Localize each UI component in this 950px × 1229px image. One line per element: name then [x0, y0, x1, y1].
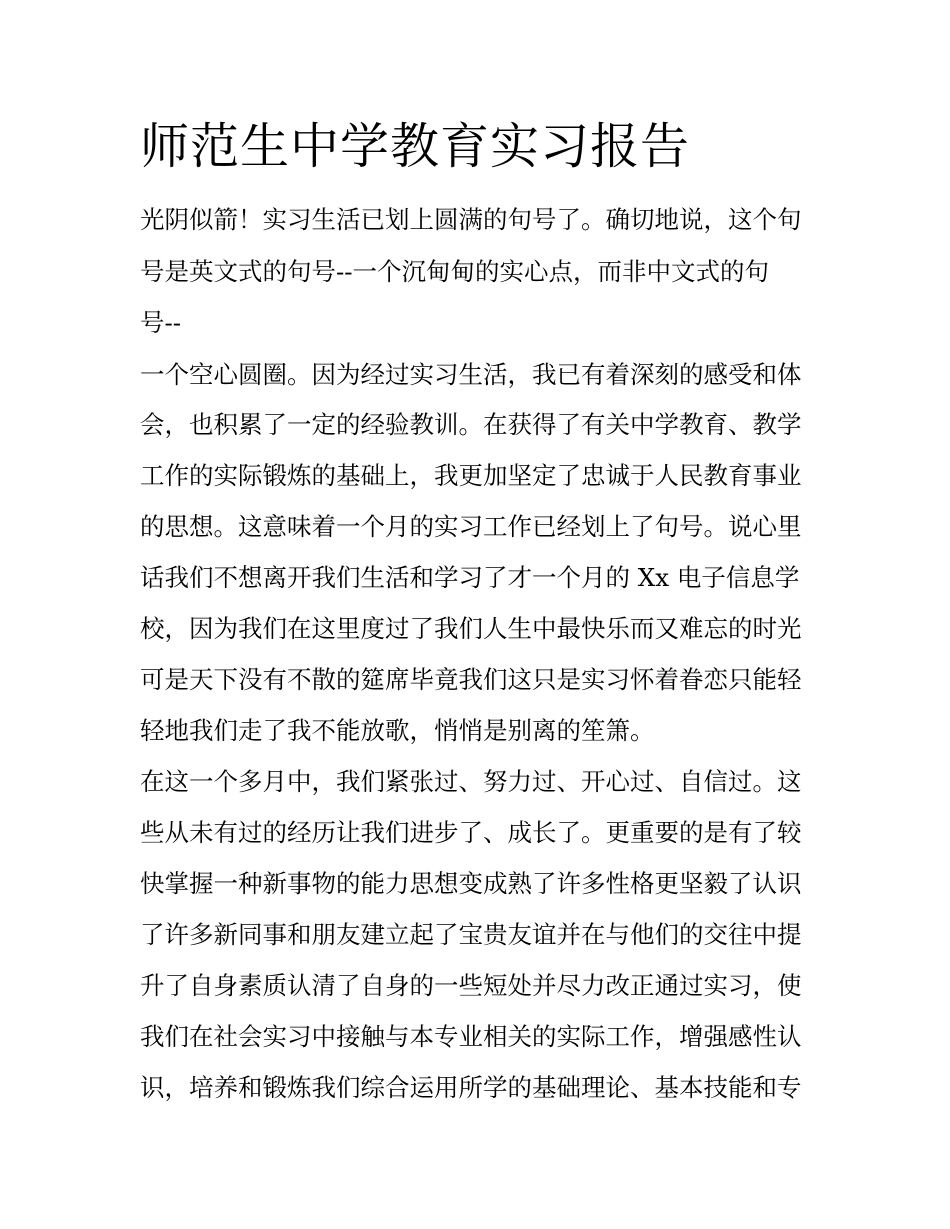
text-line: 识，培养和锻炼我们综合运用所学的基础理论、基本技能和专	[140, 1073, 802, 1102]
text-line: 号是英文式的句号--一个沉甸甸的实心点，而非中文式的句	[140, 257, 770, 286]
text-line: 轻地我们走了我不能放歌，悄悄是别离的笙箫。	[140, 716, 655, 745]
text-line: 在这一个多月中，我们紧张过、努力过、开心过、自信过。这	[140, 767, 802, 796]
text-line: 一个空心圆圈。因为经过实习生活，我已有着深刻的感受和体	[140, 360, 802, 389]
text-line: 升了自身素质认清了自身的一些短处并尽力改正通过实习，使	[140, 971, 802, 1000]
text-line: 会，也积累了一定的经验教训。在获得了有关中学教育、教学	[140, 410, 802, 439]
text-line: 工作的实际锻炼的基础上，我更加坚定了忠诚于人民教育事业	[140, 461, 802, 490]
text-line: 的思想。这意味着一个月的实习工作已经划上了句号。说心里	[140, 512, 802, 541]
text-line: 我们在社会实习中接触与本专业相关的实际工作，增强感性认	[140, 1022, 802, 1051]
text-line: 些从未有过的经历让我们进步了、成长了。更重要的是有了较	[140, 818, 802, 847]
text-line: 号--	[140, 308, 182, 337]
text-line: 快掌握一种新事物的能力思想变成熟了许多性格更坚毅了认识	[140, 869, 802, 898]
text-line: 了许多新同事和朋友建立起了宝贵友谊并在与他们的交往中提	[140, 920, 802, 949]
text-line: 校，因为我们在这里度过了我们人生中最快乐而又难忘的时光	[140, 614, 802, 643]
page-title: 师范生中学教育实习报告	[140, 118, 691, 175]
text-line: 话我们不想离开我们生活和学习了才一个月的 Xx 电子信息学	[140, 563, 800, 592]
text-line: 光阴似箭！实习生活已划上圆满的句号了。确切地说，这个句	[140, 205, 802, 234]
text-line: 可是天下没有不散的筵席毕竟我们这只是实习怀着眷恋只能轻	[140, 665, 802, 694]
